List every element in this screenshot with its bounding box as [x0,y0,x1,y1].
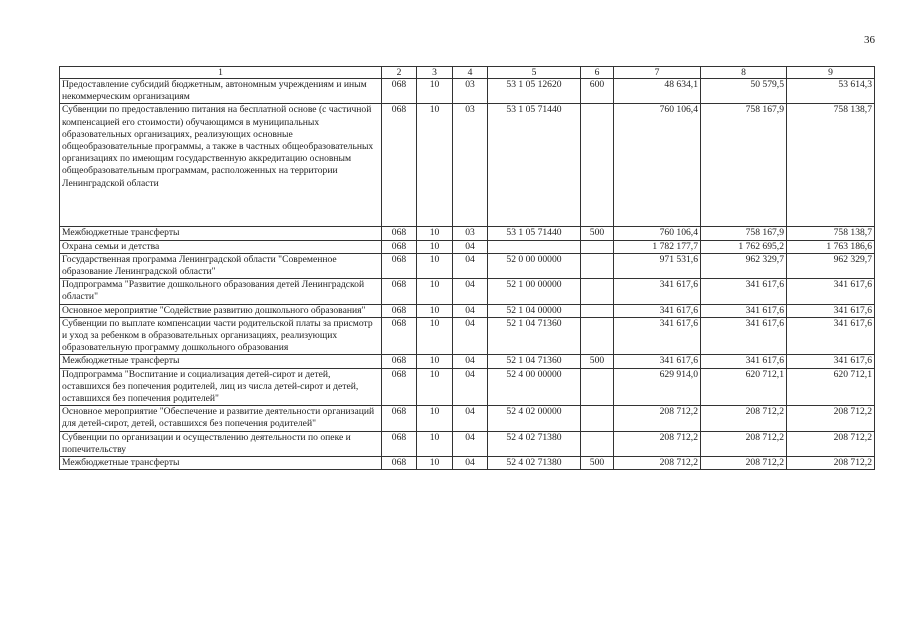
header-cell: 2 [382,67,417,79]
expense-type-cell [581,406,614,431]
row-name-cell: Предоставление субсидий бюджетным, автономным учреждениям и иным некоммерческим организациям [60,79,382,104]
amount-year2-cell: 208 712,2 [701,457,787,470]
header-cell: 8 [701,67,787,79]
table-row [60,406,875,431]
page-number: 36 [864,34,875,46]
section-cell: 10 [417,253,453,278]
amount-year3-cell: 1 763 186,6 [787,240,875,253]
subsection-cell: 04 [453,368,488,406]
subsection-cell: 04 [453,240,488,253]
row-name-cell: Межбюджетные трансферты [60,457,382,470]
header-row [60,67,875,79]
amount-year3-cell: 758 138,7 [787,104,875,227]
row-name-cell: Охрана семьи и детства [60,240,382,253]
table-row [60,457,875,470]
code-cell: 068 [382,104,417,227]
subsection-cell: 04 [453,253,488,278]
row-name-cell: Подпрограмма "Развитие дошкольного образования детей Ленинградской области" [60,279,382,304]
amount-year1-cell: 341 617,6 [614,317,701,355]
target-article-cell: 52 4 00 00000 [488,368,581,406]
table-row [60,368,875,406]
amount-year1-cell: 1 782 177,7 [614,240,701,253]
amount-year1-cell: 760 106,4 [614,104,701,227]
amount-year2-cell: 341 617,6 [701,317,787,355]
code-cell: 068 [382,457,417,470]
subsection-cell: 04 [453,279,488,304]
subsection-cell: 04 [453,457,488,470]
amount-year1-cell: 48 634,1 [614,79,701,104]
table-row [60,431,875,456]
target-article-cell: 52 1 04 00000 [488,304,581,317]
expense-type-cell [581,317,614,355]
code-cell: 068 [382,355,417,368]
table-row [60,317,875,355]
expense-type-cell: 600 [581,79,614,104]
amount-year2-cell: 341 617,6 [701,279,787,304]
subsection-cell: 04 [453,304,488,317]
target-article-cell: 52 1 00 00000 [488,279,581,304]
code-cell: 068 [382,431,417,456]
subsection-cell: 04 [453,355,488,368]
code-cell: 068 [382,279,417,304]
row-name-cell: Субвенции по предоставлению питания на бесплатной основе (с частичной компенсацией его стоимости) обучающимся в муниципальных образовательных организациях, реализующих основные общеобразовательные программы, а также в частных общеобразовательных организациях по имеющим государственную аккредитацию основным общеобразовательным программам, расположенных на территории Ленинградской области [60,104,382,227]
code-cell: 068 [382,79,417,104]
subsection-cell: 03 [453,227,488,240]
target-article-cell: 52 4 02 71380 [488,431,581,456]
amount-year2-cell: 962 329,7 [701,253,787,278]
row-name-cell: Основное мероприятие "Обеспечение и развитие деятельности организаций для детей-сирот, детей, оставшихся без попечения родителей" [60,406,382,431]
section-cell: 10 [417,317,453,355]
table-row [60,279,875,304]
header-cell: 9 [787,67,875,79]
code-cell: 068 [382,304,417,317]
section-cell: 10 [417,431,453,456]
row-name-cell: Подпрограмма "Воспитание и социализация детей-сирот и детей, оставшихся без попечения родителей, лиц из числа детей-сирот и детей, оставшихся без попечения родителей" [60,368,382,406]
subsection-cell: 04 [453,431,488,456]
section-cell: 10 [417,227,453,240]
amount-year1-cell: 760 106,4 [614,227,701,240]
header-cell: 1 [60,67,382,79]
target-article-cell: 52 1 04 71360 [488,317,581,355]
expense-type-cell [581,279,614,304]
amount-year1-cell: 208 712,2 [614,431,701,456]
row-name-cell: Государственная программа Ленинградской области "Современное образование Ленинградской области" [60,253,382,278]
expense-type-cell [581,104,614,227]
target-article-cell: 53 1 05 71440 [488,227,581,240]
amount-year3-cell: 208 712,2 [787,406,875,431]
amount-year1-cell: 629 914,0 [614,368,701,406]
table-row [60,304,875,317]
target-article-cell [488,240,581,253]
code-cell: 068 [382,227,417,240]
table-row [60,79,875,104]
amount-year1-cell: 208 712,2 [614,457,701,470]
amount-year3-cell: 208 712,2 [787,457,875,470]
amount-year3-cell: 758 138,7 [787,227,875,240]
amount-year2-cell: 341 617,6 [701,304,787,317]
code-cell: 068 [382,368,417,406]
amount-year1-cell: 971 531,6 [614,253,701,278]
section-cell: 10 [417,304,453,317]
amount-year3-cell: 341 617,6 [787,355,875,368]
expense-type-cell [581,368,614,406]
amount-year2-cell: 208 712,2 [701,431,787,456]
header-cell: 4 [453,67,488,79]
code-cell: 068 [382,406,417,431]
expense-type-cell [581,240,614,253]
expense-type-cell: 500 [581,227,614,240]
row-name-cell: Субвенции по выплате компенсации части родительской платы за присмотр и уход за ребенком в образовательных организациях, реализующих образовательную программу дошкольного образования [60,317,382,355]
section-cell: 10 [417,240,453,253]
amount-year3-cell: 962 329,7 [787,253,875,278]
target-article-cell: 53 1 05 12620 [488,79,581,104]
row-name-cell: Основное мероприятие "Содействие развитию дошкольного образования" [60,304,382,317]
amount-year3-cell: 620 712,1 [787,368,875,406]
target-article-cell: 52 4 02 71380 [488,457,581,470]
amount-year1-cell: 208 712,2 [614,406,701,431]
amount-year3-cell: 208 712,2 [787,431,875,456]
amount-year2-cell: 758 167,9 [701,104,787,227]
amount-year2-cell: 758 167,9 [701,227,787,240]
expense-type-cell [581,253,614,278]
subsection-cell: 03 [453,104,488,227]
header-cell: 5 [488,67,581,79]
header-cell: 7 [614,67,701,79]
row-name-cell: Межбюджетные трансферты [60,355,382,368]
header-cell: 3 [417,67,453,79]
amount-year1-cell: 341 617,6 [614,355,701,368]
amount-year2-cell: 50 579,5 [701,79,787,104]
section-cell: 10 [417,457,453,470]
subsection-cell: 04 [453,406,488,431]
row-name-cell: Межбюджетные трансферты [60,227,382,240]
code-cell: 068 [382,317,417,355]
section-cell: 10 [417,355,453,368]
expense-type-cell [581,431,614,456]
code-cell: 068 [382,253,417,278]
subsection-cell: 03 [453,79,488,104]
header-cell: 6 [581,67,614,79]
amount-year2-cell: 208 712,2 [701,406,787,431]
row-name-cell: Субвенции по организации и осуществлению деятельности по опеке и попечительству [60,431,382,456]
budget-table [59,66,875,470]
section-cell: 10 [417,406,453,431]
amount-year2-cell: 620 712,1 [701,368,787,406]
amount-year3-cell: 341 617,6 [787,279,875,304]
amount-year1-cell: 341 617,6 [614,304,701,317]
target-article-cell: 52 4 02 00000 [488,406,581,431]
amount-year3-cell: 341 617,6 [787,317,875,355]
expense-type-cell: 500 [581,355,614,368]
section-cell: 10 [417,104,453,227]
section-cell: 10 [417,79,453,104]
code-cell: 068 [382,240,417,253]
target-article-cell: 53 1 05 71440 [488,104,581,227]
amount-year3-cell: 341 617,6 [787,304,875,317]
table-row [60,104,875,227]
subsection-cell: 04 [453,317,488,355]
expense-type-cell: 500 [581,457,614,470]
table-row [60,240,875,253]
amount-year2-cell: 1 762 695,2 [701,240,787,253]
table-row [60,227,875,240]
amount-year3-cell: 53 614,3 [787,79,875,104]
target-article-cell: 52 0 00 00000 [488,253,581,278]
section-cell: 10 [417,368,453,406]
table-row [60,253,875,278]
expense-type-cell [581,304,614,317]
section-cell: 10 [417,279,453,304]
target-article-cell: 52 1 04 71360 [488,355,581,368]
amount-year2-cell: 341 617,6 [701,355,787,368]
table-row [60,355,875,368]
amount-year1-cell: 341 617,6 [614,279,701,304]
